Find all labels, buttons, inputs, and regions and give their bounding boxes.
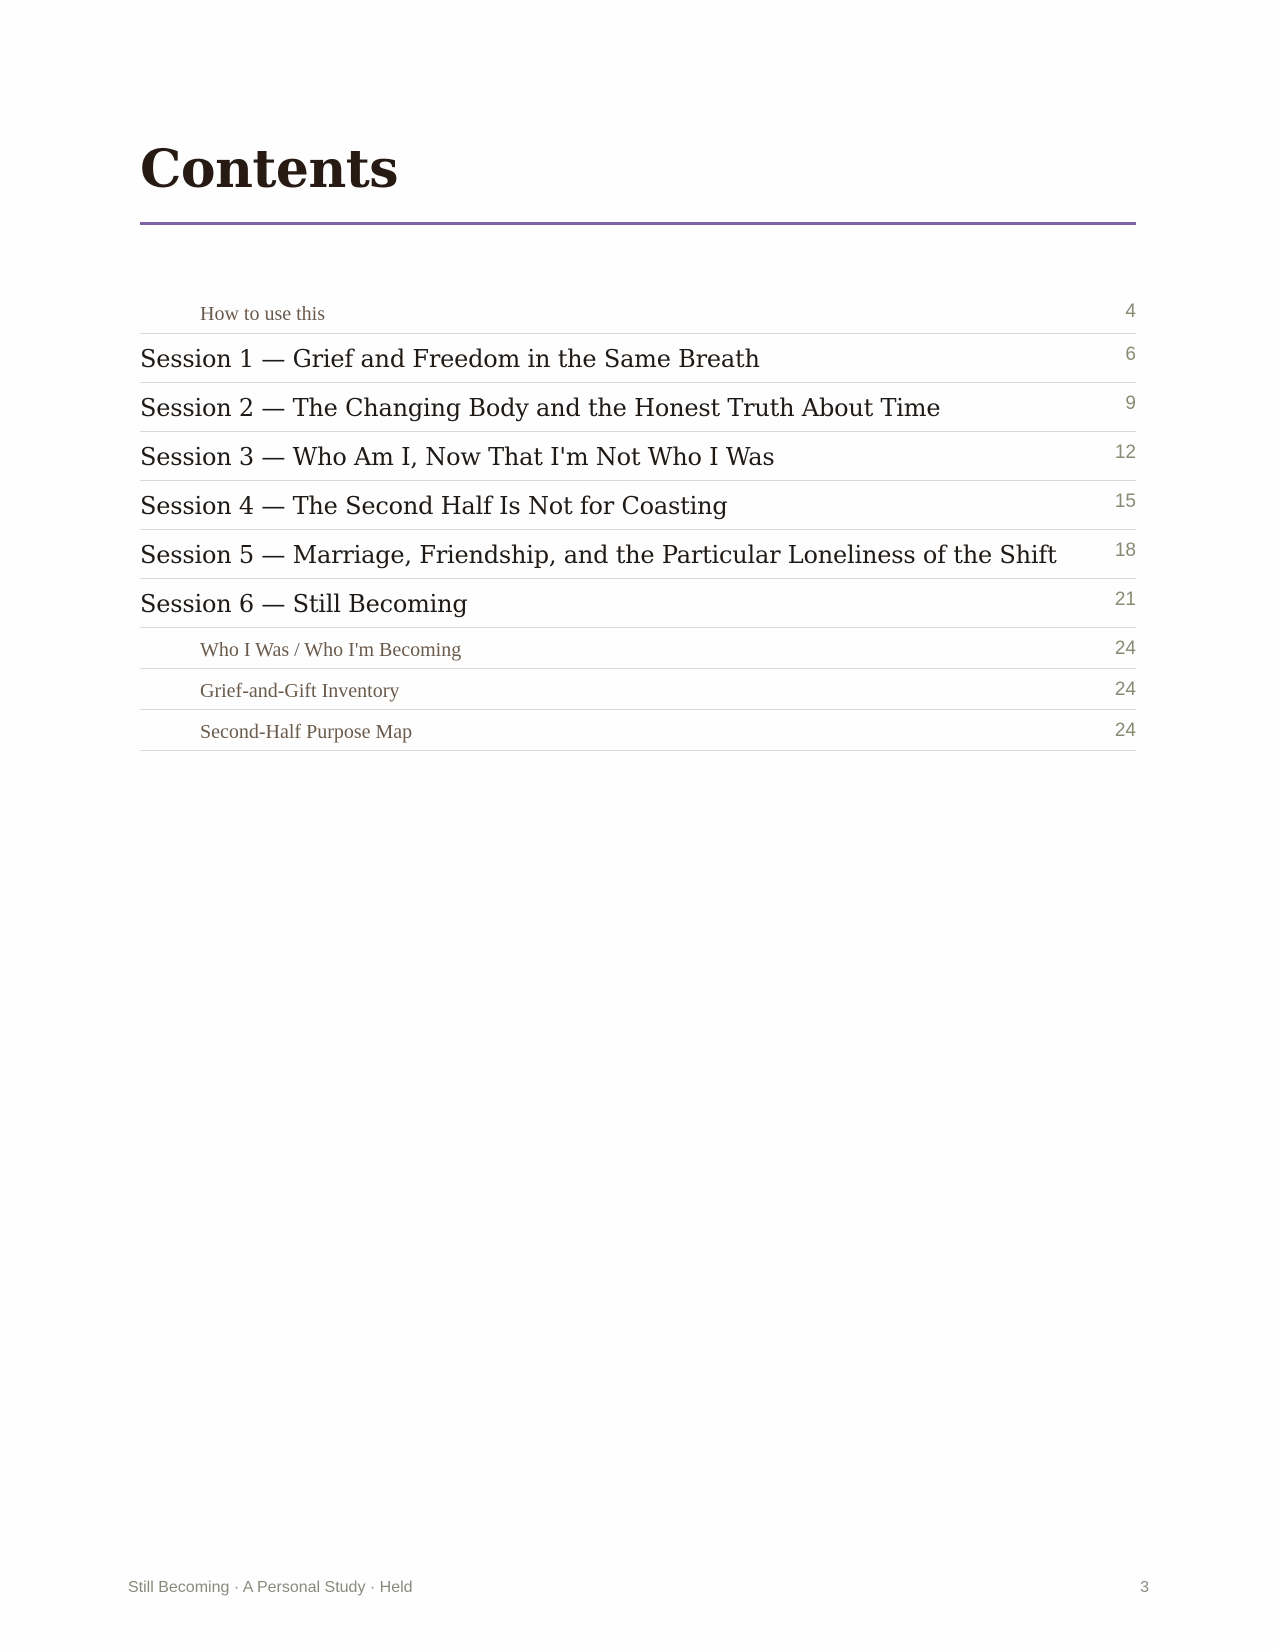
footer-running-title: Still Becoming · A Personal Study · Held: [128, 1579, 413, 1596]
toc-entry-label: Session 6 — Still Becoming: [140, 590, 468, 618]
toc-entry-label: Session 3 — Who Am I, Now That I'm Not Who I Was: [140, 443, 775, 471]
toc-entry-session-6[interactable]: [140, 579, 1136, 628]
toc-entry-session-5[interactable]: [140, 530, 1136, 579]
toc-entry-page: 24: [1114, 638, 1136, 659]
toc-entry-page: 21: [1114, 589, 1136, 610]
toc-entry-session-1[interactable]: [140, 334, 1136, 383]
toc-entry-label: Session 4 — The Second Half Is Not for Coasting: [140, 492, 728, 520]
toc-entry-label: Who I Was / Who I'm Becoming: [200, 639, 462, 661]
toc-entry-label: How to use this: [200, 303, 325, 325]
toc-entry-session-2[interactable]: [140, 383, 1136, 432]
toc-entry-page: 12: [1114, 442, 1136, 463]
page-title: Contents: [140, 139, 399, 200]
table-of-contents: [140, 290, 1136, 751]
toc-entry-label: Grief-and-Gift Inventory: [200, 680, 400, 702]
toc-entry-page: 9: [1125, 393, 1136, 414]
toc-entry-label: Session 2 — The Changing Body and the Honest Truth About Time: [140, 394, 941, 422]
toc-entry-page: 6: [1125, 344, 1136, 365]
title-divider: [140, 222, 1136, 225]
toc-entry-label: Session 1 — Grief and Freedom in the Same Breath: [140, 345, 760, 373]
toc-entry-page: 4: [1125, 301, 1136, 322]
toc-entry-page: 15: [1114, 491, 1136, 512]
toc-entry-label: Session 5 — Marriage, Friendship, and the Particular Loneliness of the Shift: [140, 541, 1057, 569]
toc-entry-how-to-use[interactable]: [140, 290, 1136, 334]
footer-page-number: 3: [1140, 1579, 1149, 1596]
toc-entry-label: Second-Half Purpose Map: [200, 721, 413, 743]
toc-entry-page: 24: [1114, 720, 1136, 741]
toc-entry-who-i-was[interactable]: [140, 628, 1136, 669]
toc-entry-page: 18: [1114, 540, 1136, 561]
toc-entry-page: 24: [1114, 679, 1136, 700]
toc-entry-session-4[interactable]: [140, 481, 1136, 530]
toc-entry-grief-gift-inventory[interactable]: [140, 669, 1136, 710]
toc-entry-session-3[interactable]: [140, 432, 1136, 481]
toc-entry-purpose-map[interactable]: [140, 710, 1136, 751]
